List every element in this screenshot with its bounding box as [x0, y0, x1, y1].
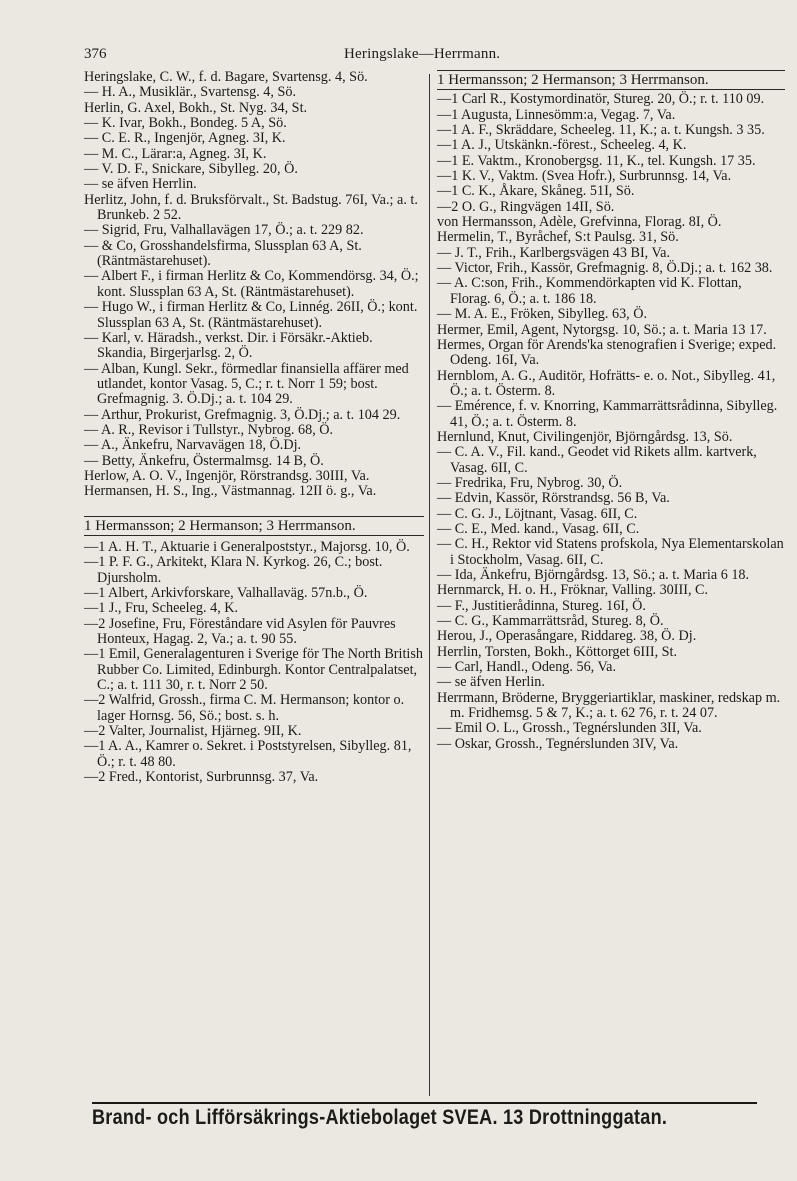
directory-entry: —2 Walfrid, Grossh., firma C. M. Hermanson; kontor o. lager Hornsg. 56, Sö.; bost. s. h.: [84, 692, 408, 724]
directory-entry: —2 Fred., Kontorist, Surbrunnsg. 37, Va.: [84, 769, 319, 786]
directory-entry: Herrmann, Bröderne, Bryggeriartiklar, maskiner, redskap m. m. Fridhemsg. 5 & 7, K.; a. t. 62 76, r. t. 24 07.: [437, 689, 784, 722]
directory-entry: Hernlund, Knut, Civilingenjör, Björngårdsg. 13, Sö.: [437, 428, 733, 445]
directory-entry: — Oskar, Grossh., Tegnérslunden 3IV, Va.: [437, 735, 679, 752]
advertisement-text: Brand- och Lifförsäkrings-Aktiebolaget SVEA. 13 Drottninggatan.: [92, 1106, 668, 1129]
directory-entry: Herrlin, Torsten, Bokh., Köttorget 6III, St.: [437, 643, 678, 660]
directory-entry: — Arthur, Prokurist, Grefmagnig. 3, Ö.Dj.; a. t. 104 29.: [84, 406, 401, 423]
directory-entry: —1 E. Vaktm., Kronobergsg. 11, K., tel. Kungsh. 17 35.: [437, 152, 756, 169]
directory-entry: — Fredrika, Fru, Nybrog. 30, Ö.: [437, 474, 623, 491]
directory-entry: —2 O. G., Ringvägen 14II, Sö.: [437, 198, 615, 215]
directory-entry: — Albert F., i firman Herlitz & Co, Kommendörsg. 34, Ö.; kont. Slussplan 63 A, St. (Räntmästarehuset).: [84, 268, 423, 300]
directory-entry: — K. Ivar, Bokh., Bondeg. 5 A, Sö.: [84, 115, 287, 132]
directory-entry: Herou, J., Operasångare, Riddareg. 38, Ö. Dj.: [437, 628, 697, 645]
directory-entry: Hernmarck, H. o. H., Fröknar, Valling. 30III, C.: [437, 582, 709, 599]
directory-entry: — F., Justitierådinna, Stureg. 16I, Ö.: [437, 597, 646, 614]
right-column: [437, 70, 788, 752]
directory-entry: — H. A., Musiklär., Svartensg. 4, Sö.: [84, 84, 297, 101]
directory-entry: —1 Carl R., Kostymordinatör, Stureg. 20, Ö.; r. t. 110 09.: [437, 91, 765, 108]
directory-entry: Heringslake, C. W., f. d. Bagare, Svartensg. 4, Sö.: [84, 69, 368, 85]
directory-entry: —1 A. F., Skräddare, Scheeleg. 11, K.; a. t. Kungsh. 3 35.: [437, 122, 765, 139]
directory-entry: —1 C. K., Åkare, Skåneg. 51I, Sö.: [437, 183, 635, 200]
directory-entry: — Betty, Änkefru, Östermalmsg. 14 B, Ö.: [84, 452, 324, 469]
directory-entry: — C. H., Rektor vid Statens profskola, Nya Elementarskolan i Stockholm, Vasag. 6II, C.: [437, 536, 788, 568]
directory-entry: — Emil O. L., Grossh., Tegnérslunden 3II, Va.: [437, 720, 702, 737]
directory-entry: — Ida, Änkefru, Björngårdsg. 13, Sö.; a. t. Maria 6 18.: [437, 567, 750, 583]
running-head: Heringslake—Herrmann.: [344, 46, 501, 62]
left-entries-top: [84, 70, 424, 500]
directory-entry: —1 A. J., Utskänkn.-förest., Scheeleg. 4, K.: [437, 137, 687, 154]
directory-entry: —1 K. V., Vaktm. (Svea Hofr.), Surbrunnsg. 14, Va.: [437, 168, 732, 185]
directory-entry: — Karl, v. Häradsh., verkst. Dir. i Försäkr.-Aktieb. Skandia, Birgerjarlsg. 2, Ö.: [84, 329, 377, 362]
directory-entry: — C. G. J., Löjtnant, Vasag. 6II, C.: [437, 505, 638, 522]
directory-entry: Hermelin, T., Byråchef, S:t Paulsg. 31, Sö.: [437, 229, 679, 246]
advertisement-banner: [92, 1102, 757, 1132]
directory-entry: — M. A. E., Fröken, Sibylleg. 63, Ö.: [437, 306, 648, 323]
column-divider: [429, 74, 430, 1096]
directory-entry: Hermansen, H. S., Ing., Västmannag. 12II ö. g., Va.: [84, 483, 377, 500]
directory-entry: —1 A. H. T., Aktuarie i Generalpoststyr., Majorsg. 10, Ö.: [84, 538, 410, 555]
directory-entry: —2 Valter, Journalist, Hjärneg. 9II, K.: [84, 723, 302, 740]
directory-entry: Herlitz, John, f. d. Bruksförvalt., St. Badstug. 76I, Va.; a. t. Brunkeb. 2 52.: [84, 191, 422, 224]
directory-entry: — A. R., Revisor i Tullstyr., Nybrog. 68, Ö.: [84, 421, 334, 438]
directory-entry: — C. A. V., Fil. kand., Geodet vid Rikets allm. kartverk, Vasag. 6II, C.: [437, 444, 761, 476]
left-entries-bottom: [84, 538, 427, 786]
directory-entry: —1 J., Fru, Scheeleg. 4, K.: [84, 600, 239, 617]
directory-entry: — J. T., Frih., Karlbergsvägen 43 BI, Va.: [437, 244, 671, 261]
directory-entry: —1 Emil, Generalagenturen i Sverige för The North British Rubber Co. Limited, Edinburgh. Kontor Centralpalatset, C.; a. t. 111 30, r. t. Norr 2 50.: [84, 646, 427, 694]
directory-entry: — se äfven Herrlin.: [84, 176, 197, 193]
directory-entry: — Emérence, f. v. Knorring, Kammarrättsrådinna, Sibylleg. 41, Ö.; a. t. Österm. 8.: [437, 398, 781, 430]
directory-entry: — Victor, Frih., Kassör, Grefmagnig. 8, Ö.Dj.; a. t. 162 38.: [437, 260, 773, 277]
page-number: 376: [84, 46, 107, 62]
page-header: [84, 46, 757, 66]
directory-entry: Hermer, Emil, Agent, Nytorgsg. 10, Sö.; a. t. Maria 13 17.: [437, 321, 767, 338]
directory-entry: — Hugo W., i firman Herlitz & Co, Linnég. 26II, Ö.; kont. Slussplan 63 A, St. (Räntmästarehuset).: [84, 299, 421, 331]
directory-entry: —1 P. F. G., Arkitekt, Klara N. Kyrkog. 26, C.; bost. Djursholm.: [84, 554, 386, 586]
directory-entry: —1 A. A., Kamrer o. Sekret. i Poststyrelsen, Sibylleg. 81, Ö.; r. t. 48 80.: [84, 738, 416, 770]
directory-entry: — C. G., Kammarrättsråd, Stureg. 8, Ö.: [437, 613, 664, 630]
directory-entry: Herlow, A. O. V., Ingenjör, Rörstrandsg. 30III, Va.: [84, 467, 370, 484]
directory-entry: —1 Augusta, Linnesömm:a, Vegag. 7, Va.: [437, 106, 676, 123]
directory-entry: — & Co, Grosshandelsfirma, Slussplan 63 A, St. (Räntmästarehuset).: [84, 237, 366, 270]
directory-entry: — C. E., Med. kand., Vasag. 6II, C.: [437, 520, 640, 537]
directory-entry: — A. C:son, Frih., Kommendörkapten vid K. Flottan, Florag. 6, Ö.; a. t. 186 18.: [437, 275, 746, 307]
directory-entry: —1 Albert, Arkivforskare, Valhallaväg. 57n.b., Ö.: [84, 585, 368, 601]
directory-entry: — M. C., Lärar:a, Agneg. 3I, K.: [84, 145, 267, 162]
directory-entry: Herlin, G. Axel, Bokh., St. Nyg. 34, St.: [84, 99, 308, 116]
directory-entry: — A., Änkefru, Narvavägen 18, Ö.Dj.: [84, 437, 302, 454]
directory-entry: — Sigrid, Fru, Valhallavägen 17, Ö.; a. t. 229 82.: [84, 222, 364, 239]
directory-entry: —2 Josefine, Fru, Föreståndare vid Asylen för Pauvres Honteux, Hagag. 2, Va.; a. t. 90 55.: [84, 615, 400, 648]
directory-entry: von Hermansson, Adèle, Grefvinna, Florag. 8I, Ö.: [437, 214, 722, 231]
directory-entry: Hermes, Organ för Arends'ka stenografien i Sverige; exped. Odeng. 16I, Va.: [437, 336, 780, 369]
right-entries: [437, 91, 788, 752]
directory-entry: — Edvin, Kassör, Rörstrandsg. 56 B, Va.: [437, 490, 670, 507]
directory-entry: — V. D. F., Snickare, Sibylleg. 20, Ö.: [84, 161, 298, 178]
directory-entry: — Carl, Handl., Odeng. 56, Va.: [437, 659, 617, 676]
directory-entry: Hernblom, A. G., Auditör, Hofrätts- e. o. Not., Sibylleg. 41, Ö.; a. t. Österm. 8.: [437, 367, 779, 399]
range-banner-left: 1 Hermansson; 2 Hermanson; 3 Herrmanson.: [84, 516, 424, 536]
directory-entry: — C. E. R., Ingenjör, Agneg. 3I, K.: [84, 130, 286, 147]
directory-entry: — se äfven Herlin.: [437, 674, 545, 691]
directory-entry: — Alban, Kungl. Sekr., förmedlar finansiella affärer med utlandet, kontor Vasag. 5, C.; r. t. Norr 1 59; bost. Grefmagnig. 3. Ö.Dj.; a. t. 104 29.: [84, 360, 413, 408]
left-column: [84, 69, 427, 786]
range-banner-right: 1 Hermansson; 2 Hermanson; 3 Herrmanson.: [437, 70, 785, 90]
